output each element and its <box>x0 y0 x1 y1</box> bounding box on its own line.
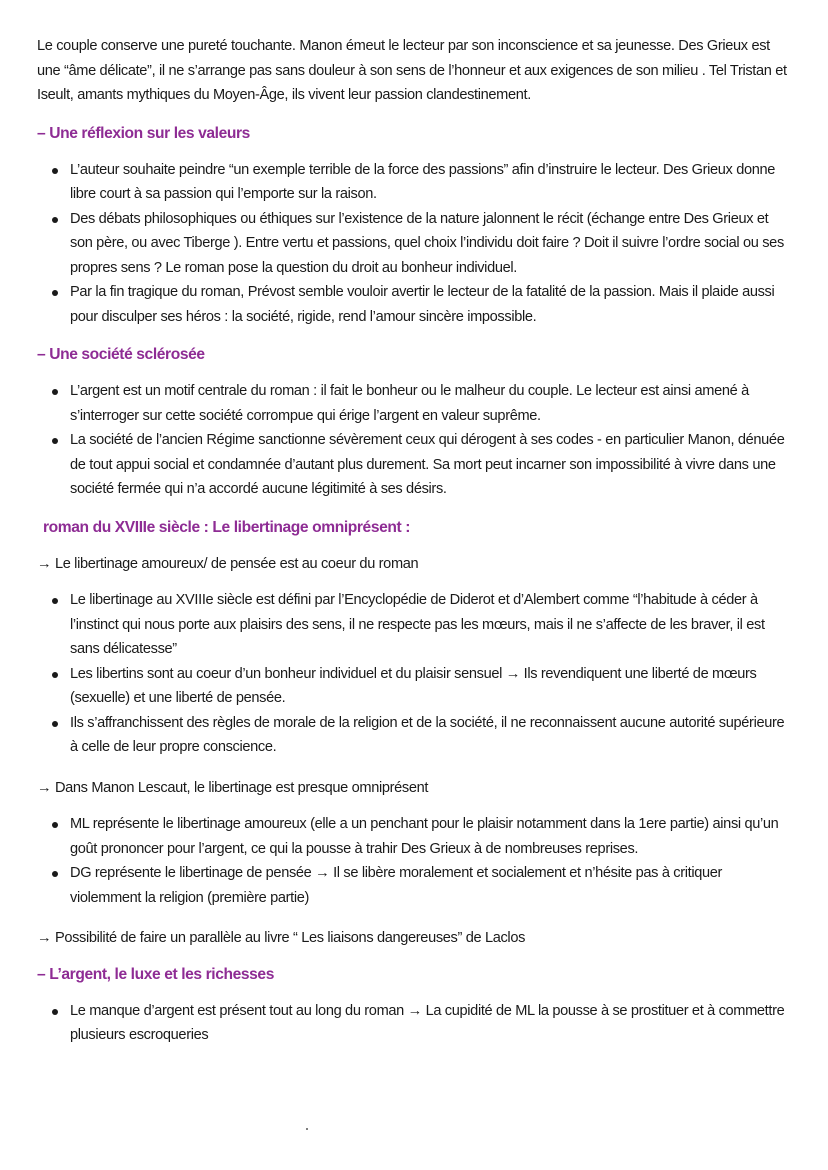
heading-reflexion-valeurs: – Une réflexion sur les valeurs <box>37 124 250 142</box>
heading-libertinage: roman du XVIIIe siècle : Le libertinage omniprésent : <box>43 518 411 536</box>
list-item: L’argent est un motif centrale du roman : il fait le bonheur ou le malheur du couple. Le lecteur est ainsi amené à s’interroger sur cette société corrompue qui érige l’argent en valeur suprême. <box>70 379 792 428</box>
list-libertinage-personnages <box>37 812 792 910</box>
list-libertinage-definition <box>37 588 792 760</box>
list-item: Par la fin tragique du roman, Prévost semble vouloir avertir le lecteur de la fatalité de la passion. Mais il plaide aussi pour disculper ses héros : la société, rigide, rend l’amour sincère impossible. <box>70 280 792 329</box>
list-argent-luxe <box>37 999 792 1048</box>
list-item: ML représente le libertinage amoureux (elle a un penchant pour le plaisir notamment dans la 1ere partie) ainsi qu’un goût prononcer pour l’argent, ce qui la pousse à trahir Des Grieux à de nombreuses reprises. <box>70 812 792 861</box>
arrow-line-parallele: → Possibilité de faire un parallèle au livre “ Les liaisons dangereuses” de Laclos <box>37 930 526 946</box>
list-item: Ils s’affranchissent des règles de morale de la religion et de la société, il ne reconnaissent aucune autorité supérieure à celle de leur propre conscience. <box>70 711 792 760</box>
list-reflexion-valeurs <box>37 158 792 330</box>
list-item: Le libertinage au XVIIIe siècle est défini par l’Encyclopédie de Diderot et d’Alembert comme “l’habitude à céder à l’instinct qui nous porte aux plaisirs des sens, il ne respecte pas les mœurs, mais il ne s’affecte de les braver, il est sans délicatesse” <box>70 588 792 662</box>
arrow-line-libertinage: → Le libertinage amoureux/ de pensée est au coeur du roman <box>37 555 419 572</box>
stray-dot <box>306 1128 308 1130</box>
arrow-line-manon-lescaut: → Dans Manon Lescaut, le libertinage est presque omniprésent <box>37 779 429 796</box>
list-item: L’auteur souhaite peindre “un exemple terrible de la force des passions” afin d’instruire le lecteur. Des Grieux donne libre court à sa passion qui l’emporte sur la raison. <box>70 158 792 207</box>
heading-societe-sclerosee: – Une société sclérosée <box>37 346 205 363</box>
list-item: Des débats philosophiques ou éthiques sur l’existence de la nature jalonnent le récit (échange entre Des Grieux et son père, ou avec Tiberge ). Entre vertu et passions, quel choix l’individu doit faire ? Doit il suivre l’ordre social ou ses propres sens ? Le roman pose la question du droit au bonheur individuel. <box>70 207 792 281</box>
heading-argent-luxe: – L’argent, le luxe et les richesses <box>37 965 274 983</box>
list-item: Les libertins sont au coeur d’un bonheur individuel et du plaisir sensuel → Ils revendiquent une liberté de mœurs (sexuelle) et une liberté de pensée. <box>70 662 792 711</box>
list-item: Le manque d’argent est présent tout au long du roman → La cupidité de ML la pousse à se prostituer et à commettre plusieurs escroqueries <box>70 999 792 1048</box>
intro-paragraph: Le couple conserve une pureté touchante. Manon émeut le lecteur par son inconscience et sa jeunesse. Des Grieux est une “âme délicate”, il ne s’arrange pas sans douleur à son sens de l’honneur et aux exigences de son milieu . Tel Tristan et Iseult, amants mythiques du Moyen-Âge, ils vivent leur passion clandestinement. <box>37 38 787 103</box>
list-item: DG représente le libertinage de pensée → Il se libère moralement et socialement et n’hésite pas à critiquer violemment la religion (première partie) <box>70 861 792 910</box>
list-societe-sclerosee <box>37 379 792 502</box>
list-item: La société de l’ancien Régime sanctionne sévèrement ceux qui dérogent à ses codes - en particulier Manon, dénuée de tout appui social et condamnée d’autant plus durement. Sa mort peut incarner son impossibilité à vivre dans une société fermée qui n’a accordé aucune légitimité à ses désirs. <box>70 428 792 502</box>
